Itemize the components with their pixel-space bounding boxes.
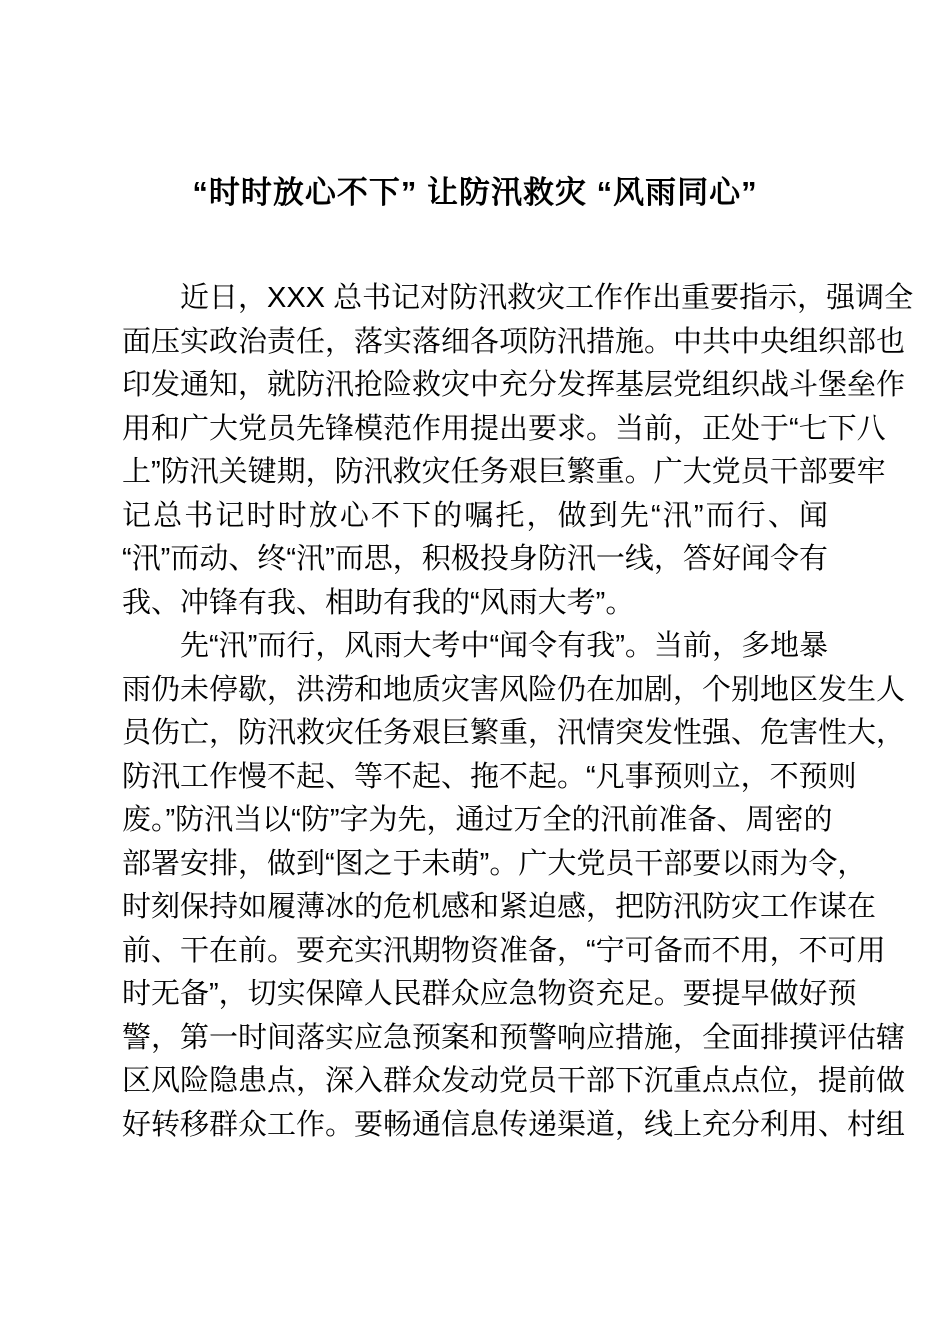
text-line: 先“汛”而行，风雨大考中“闻令有我”。当前，多地暴 — [180, 630, 828, 662]
document-body — [122, 277, 914, 1147]
text-line: 好转移群众工作。要畅通信息传递渠道，线上充分利用、村组 — [122, 1108, 906, 1141]
text-line: 用和广大党员先锋模范作用提出要求。当前，正处于“七下八 — [122, 412, 886, 445]
document-title: “时时放心不下” 让防汛救灾 “风雨同心” — [192, 175, 758, 210]
text-line: 印发通知，就防汛抢险救灾中充分发挥基层党组织战斗堡垒作 — [122, 369, 906, 401]
text-line: 废。”防汛当以“防”字为先，通过万全的汛前准备、周密的 — [122, 804, 833, 836]
text-line: 前、干在前。要充实汛期物资准备，“宁可备而不用，不可用 — [122, 934, 886, 967]
text-line: 面压实政治责任，落实落细各项防汛措施。中共中央组织部也 — [122, 325, 906, 358]
text-line: “汛”而动、终“汛”而思，积极投身防汛一线，答好闻令有 — [122, 543, 828, 575]
text-line: 防汛工作慢不起、等不起、拖不起。“凡事预则立，不预则 — [122, 760, 857, 793]
text-line: 区风险隐患点，深入群众发动党员干部下沉重点点位，提前做 — [122, 1065, 906, 1097]
text-line: 时刻保持如履薄冰的危机感和紧迫感，把防汛防灾工作谋在 — [122, 891, 877, 923]
text-line: 时无备”，切实保障人民群众应急物资充足。要提早做好预 — [122, 978, 857, 1010]
text-line: 记总书记时时放心不下的嘱托，做到先“汛”而行、闻 — [122, 499, 828, 532]
text-line: 警，第一时间落实应急预案和预警响应措施，全面排摸评估辖 — [122, 1021, 906, 1054]
text-line: 近日，XXX 总书记对防汛救灾工作作出重要指示，强调全 — [180, 282, 914, 314]
text-line: 雨仍未停歇，洪涝和地质灾害风险仍在加剧，个别地区发生人 — [122, 673, 906, 706]
text-line: 我、冲锋有我、相助有我的“风雨大考”。 — [122, 586, 635, 619]
text-line: 上”防汛关键期，防汛救灾任务艰巨繁重。广大党员干部要牢 — [122, 456, 886, 488]
text-line: 部署安排，做到“图之于未萌”。广大党员干部要以雨为令， — [122, 847, 867, 880]
text-line: 员伤亡，防汛救灾任务艰巨繁重，汛情突发性强、危害性大， — [122, 717, 906, 749]
